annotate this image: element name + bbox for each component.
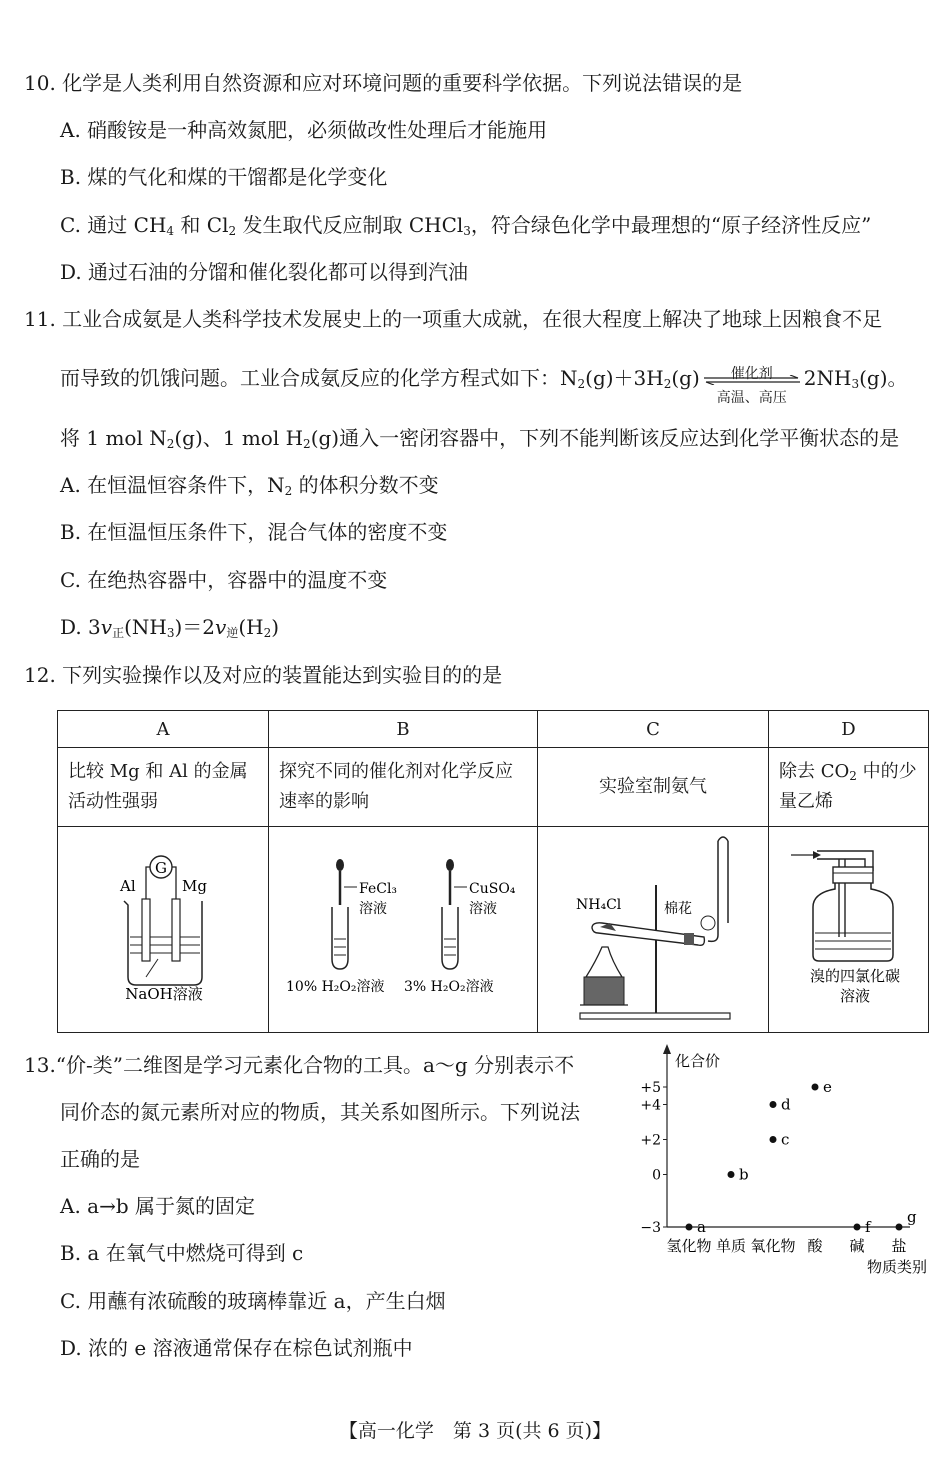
data-point-e xyxy=(812,1084,819,1091)
data-point-g xyxy=(896,1224,903,1231)
apparatus-c xyxy=(538,827,769,1033)
q12-stem: 12. 下列实验操作以及对应的装置能达到实验目的的是 xyxy=(24,663,503,687)
data-point-label: f xyxy=(865,1218,871,1236)
equilibrium-arrow: 催化剂 高温、高压 xyxy=(702,367,802,393)
table-header-b: B xyxy=(269,711,538,748)
q11-option-c: C. 在绝热容器中，容器中的温度不变 xyxy=(60,568,388,592)
bromine-solution-label-2: 溶液 xyxy=(839,987,871,1005)
x-category-label: 单质 xyxy=(715,1237,747,1255)
desc-d: 除去 $CO_2$ 中的少量乙烯 xyxy=(769,748,929,827)
q13-stem-line3: 正确的是 xyxy=(60,1147,140,1171)
q10-option-c: C. 通过 $CH_4$ 和 $Cl_2$ 发生取代反应制取 CHCl$_3$，符合绿色化学中最理想的“原子经济性反应” xyxy=(60,213,872,238)
q11-stem-line3: 将 1 mol $N_2(g)$、1 mol $H_2(g)$通入一密闭容器中，下列不能判断该反应达到化学平衡状态的是 xyxy=(60,426,900,451)
x-category-label: 氢化物 xyxy=(666,1237,712,1255)
bromine-solution-label: 溴的四氯化碳 xyxy=(809,967,901,985)
x-category-label: 盐 xyxy=(891,1237,907,1255)
q13-option-a: A. a→b 属于氮的固定 xyxy=(60,1194,256,1218)
x-category-label: 酸 xyxy=(807,1237,823,1255)
y-tick-label: +5 xyxy=(640,1080,661,1096)
y-tick-label: +4 xyxy=(640,1097,661,1114)
naoh-label: NaOH溶液 xyxy=(125,985,203,1003)
q11-option-b: B. 在恒温恒压条件下，混合气体的密度不变 xyxy=(60,520,448,544)
q13-stem-line1: 13.“价-类”二维图是学习元素化合物的工具。a～g 分别表示不 xyxy=(24,1053,575,1077)
page-footer: 【高一化学 第 3 页(共 6 页)】 xyxy=(338,1420,612,1442)
q10-option-d: D. 通过石油的分馏和催化裂化都可以得到汽油 xyxy=(60,260,469,284)
data-point-c xyxy=(770,1136,777,1143)
q13-stem-line2: 同价态的氮元素所对应的物质，其关系如图所示。下列说法 xyxy=(60,1100,580,1124)
valence-class-chart xyxy=(635,1040,935,1290)
data-point-d xyxy=(770,1101,777,1108)
q11-stem-line1: 11. 工业合成氨是人类科学技术发展史上的一项重大成就，在很大程度上解决了地球上因粮食不足 xyxy=(24,307,883,331)
apparatus-b xyxy=(269,827,538,1033)
data-point-label: b xyxy=(739,1165,749,1184)
h2o2-10-label: 10% H₂O₂溶液 xyxy=(286,979,385,995)
galvanometer-label: G xyxy=(155,859,167,877)
right-arrow-icon: → xyxy=(99,1194,116,1218)
valence-class-svg xyxy=(635,1040,935,1290)
data-point-label: e xyxy=(823,1078,832,1096)
q11-option-a: A. 在恒温恒容条件下，$N_2$ 的体积分数不变 xyxy=(60,473,439,498)
q13-option-c: C. 用蘸有浓硫酸的玻璃棒靠近 a，产生白烟 xyxy=(60,1289,446,1313)
y-tick-label: 0 xyxy=(652,1167,661,1184)
y-tick-label: +2 xyxy=(640,1132,661,1149)
q11-stem-line2: 而导致的饥饿问题。工业合成氨反应的化学方程式如下：$N_2(g)+3H_2(g)$ 催化剂 高温、高压 $2NH_3(g)$。 xyxy=(60,365,908,406)
cotton-label: 棉花 xyxy=(664,901,692,917)
x-category-label: 氧化物 xyxy=(750,1237,796,1255)
table-header-a: A xyxy=(58,711,269,748)
data-point-label: a xyxy=(697,1218,706,1236)
data-point-a xyxy=(686,1224,693,1231)
q13-option-b: B. a 在氧气中燃烧可得到 c xyxy=(60,1241,304,1265)
q12-experiment-table xyxy=(57,710,929,1033)
fecl3-solution-label: 溶液 xyxy=(359,901,387,917)
data-point-label: c xyxy=(781,1130,790,1149)
apparatus-d xyxy=(769,827,929,1033)
mg-label: Mg xyxy=(182,877,207,895)
apparatus-a xyxy=(58,827,269,1033)
q10-option-b: B. 煤的气化和煤的干馏都是化学变化 xyxy=(60,165,388,189)
desc-b: 探究不同的催化剂对化学反应速率的影响 xyxy=(269,748,538,827)
data-point-label: g xyxy=(907,1208,917,1226)
q10-option-a: A. 硝酸铵是一种高效氮肥，必须做改性处理后才能施用 xyxy=(60,118,548,142)
cuso4-solution-label: 溶液 xyxy=(469,901,497,917)
nh4cl-label: NH₄Cl xyxy=(576,897,622,913)
desc-a: 比较 Mg 和 Al 的金属活动性强弱 xyxy=(58,748,269,827)
x-axis-label: 物质类别 xyxy=(866,1258,927,1276)
q11-option-d: D. $3v_正(NH_3)=2v_逆(H_2)$ xyxy=(60,615,280,640)
y-axis-label: 化合价 xyxy=(675,1052,721,1070)
x-category-label: 碱 xyxy=(849,1237,865,1255)
data-point-label: d xyxy=(781,1095,791,1114)
al-label: Al xyxy=(120,877,136,895)
data-point-b xyxy=(728,1171,735,1178)
table-header-d: D xyxy=(769,711,929,748)
y-axis-arrow xyxy=(663,1044,671,1054)
q13-option-d: D. 浓的 e 溶液通常保存在棕色试剂瓶中 xyxy=(60,1336,413,1360)
fecl3-label: FeCl₃ xyxy=(359,881,398,897)
h2o2-3-label: 3% H₂O₂溶液 xyxy=(404,979,494,995)
desc-c: 实验室制氨气 xyxy=(538,748,769,827)
cuso4-label: CuSO₄ xyxy=(469,881,516,897)
y-tick-label: −3 xyxy=(640,1220,661,1236)
table-header-c: C xyxy=(538,711,769,748)
q10-stem: 10. 化学是人类利用自然资源和应对环境问题的重要科学依据。下列说法错误的是 xyxy=(24,71,743,95)
data-point-f xyxy=(854,1224,861,1231)
